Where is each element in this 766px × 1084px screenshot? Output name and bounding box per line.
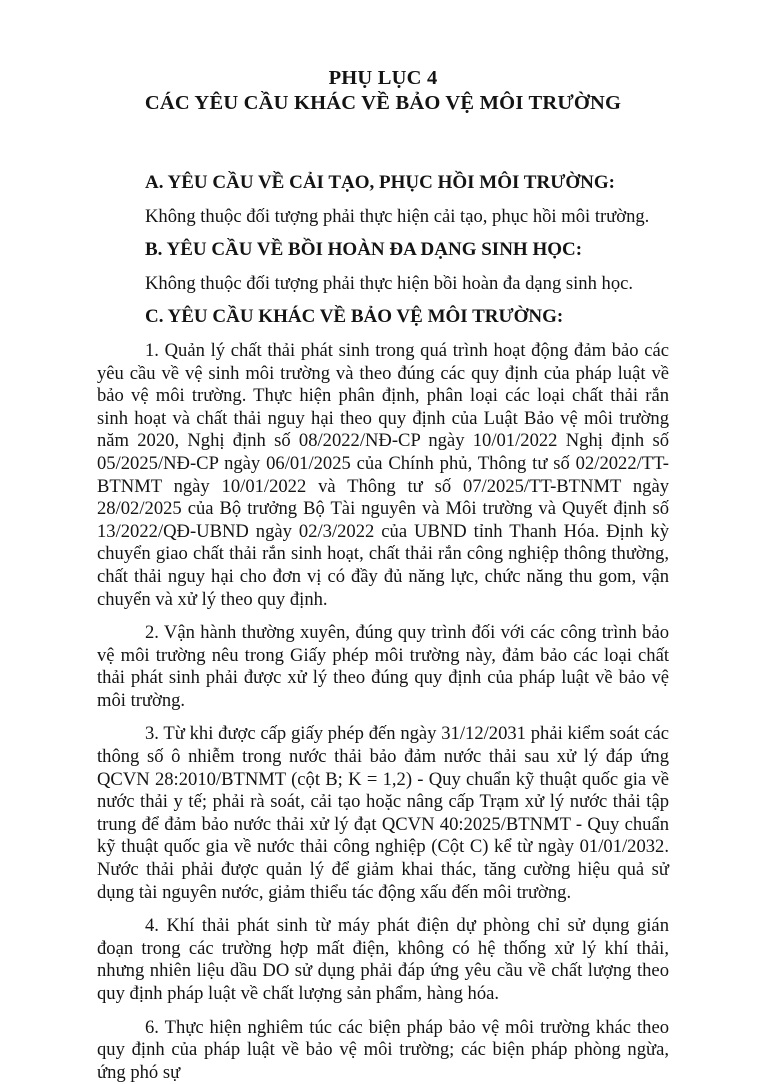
- section-c-paragraph-3: 3. Từ khi được cấp giấy phép đến ngày 31/12/2031 phải kiểm soát các thông số ô nhiễm trong nước thải bảo đảm nước thải sau xử lý đáp ứng QCVN 28:2010/BTNMT (cột B; K = 1,2) - Quy chuẩn kỹ thuật quốc gia về nước thải y tế; phải rà soát, cải tạo hoặc nâng cấp Trạm xử lý nước thải tập trung để đảm bảo nước thải xử lý đạt QCVN 40:2025/BTNMT - Quy chuẩn kỹ thuật quốc gia về nước thải công nghiệp (Cột C) kể từ ngày 01/01/2032. Nước thải phải được quản lý để giảm khai thác, tăng cường hiệu quả sử dụng tài nguyên nước, giảm thiểu tác động xấu đến môi trường.: [97, 723, 669, 903]
- document-header: [97, 66, 669, 116]
- section-c-paragraph-2: 2. Vận hành thường xuyên, đúng quy trình đối với các công trình bảo vệ môi trường nêu trong Giấy phép môi trường này, đảm bảo các loại chất thải phát sinh phải được xử lý theo đúng quy định của pháp luật về bảo vệ môi trường.: [97, 622, 669, 711]
- section-c-heading: C. YÊU CẦU KHÁC VỀ BẢO VỆ MÔI TRƯỜNG:: [145, 306, 564, 328]
- page-subtitle: CÁC YÊU CẦU KHÁC VỀ BẢO VỆ MÔI TRƯỜNG: [144, 92, 622, 114]
- page-title: PHỤ LỤC 4: [328, 67, 438, 89]
- section-c-paragraph-1: 1. Quản lý chất thải phát sinh trong quá trình hoạt động đảm bảo các yêu cầu về vệ sinh môi trường và theo đúng các quy định của pháp luật về bảo vệ môi trường. Thực hiện phân định, phân loại các loại chất thải rắn sinh hoạt và chất thải nguy hại theo quy định của Luật Bảo vệ môi trường năm 2020, Nghị định số 08/2022/NĐ-CP ngày 10/01/2022 Nghị định số 05/2025/NĐ-CP ngày 06/01/2025 của Chính phủ, Thông tư số 02/2022/TT-BTNMT ngày 10/01/2022 và Thông tư số 07/2025/TT-BTNMT ngày 28/02/2025 của Bộ trưởng Bộ Tài nguyên và Môi trường và Quyết định số 13/2022/QĐ-UBND ngày 02/3/2022 của UBND tỉnh Thanh Hóa. Định kỳ chuyển giao chất thải rắn sinh hoạt, chất thải rắn công nghiệp thông thường, chất thải nguy hại cho đơn vị có đầy đủ năng lực, chức năng thu gom, vận chuyển và xử lý theo quy định.: [97, 339, 669, 610]
- section-b-paragraph: Không thuộc đối tượng phải thực hiện bồi hoàn đa dạng sinh học.: [145, 272, 634, 294]
- section-c-paragraph-4: 4. Khí thải phát sinh từ máy phát điện dự phòng chỉ sử dụng gián đoạn trong các trường hợp mất điện, không có hệ thống xử lý khí thải, nhưng nhiên liệu dầu DO sử dụng phải đáp ứng yêu cầu về chất lượng theo quy định pháp luật về chất lượng sản phẩm, hàng hóa.: [97, 915, 669, 1004]
- section-a-paragraph: Không thuộc đối tượng phải thực hiện cải tạo, phục hồi môi trường.: [145, 205, 650, 227]
- section-a-heading: A. YÊU CẦU VỀ CẢI TẠO, PHỤC HỒI MÔI TRƯỜNG:: [145, 172, 615, 193]
- section-b-heading: B. YÊU CẦU VỀ BỒI HOÀN ĐA DẠNG SINH HỌC:: [145, 239, 583, 261]
- section-c-paragraph-6: 6. Thực hiện nghiêm túc các biện pháp bảo vệ môi trường khác theo quy định của pháp luật về bảo vệ môi trường; các biện pháp phòng ngừa, ứng phó sự: [97, 1016, 669, 1083]
